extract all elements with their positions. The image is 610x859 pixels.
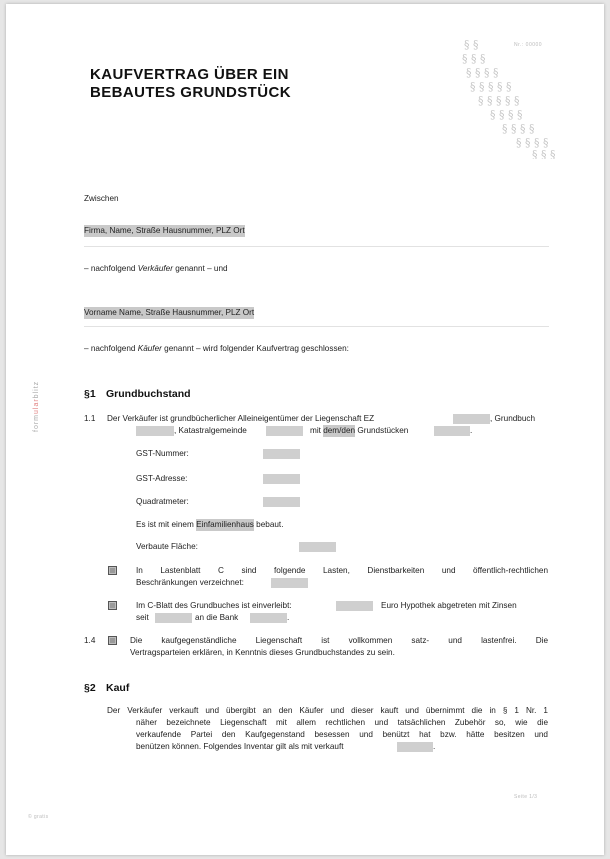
svg-text:§ § § §: § § § §	[490, 108, 523, 121]
page-number: Seite 1/3	[514, 794, 538, 800]
buyer-field[interactable]	[84, 307, 254, 319]
bank-label: an die Bank	[195, 613, 239, 622]
bebaut-line: Es ist mit einem Einfamilienhaus bebaut.	[136, 520, 284, 529]
dem-den-option[interactable]: dem/den	[323, 426, 356, 435]
ez-field[interactable]	[453, 414, 490, 424]
svg-text:§ § § §: § § § §	[466, 66, 499, 79]
paragraph-1-1-number: 1.1	[84, 414, 96, 423]
paragraph-1-4-number: 1.4	[84, 636, 96, 645]
section-symbol-pattern-icon	[456, 34, 586, 159]
buyer-role-line: – nachfolgend Käufer genannt – wird folgender Kaufvertrag geschlossen:	[84, 344, 349, 353]
svg-text:§ §: § §	[464, 38, 479, 51]
gst-nummer-label: GST-Nummer:	[136, 449, 189, 458]
grundbuch-field[interactable]	[136, 426, 174, 436]
seller-divider	[84, 246, 549, 247]
side-brand-label: formularblitz	[33, 380, 40, 432]
paragraph-1-4-line1: Die kaufgegenständliche Liegenschaft ist vollkommen satz- und lastenfrei. Die	[130, 636, 548, 645]
grundstuecke-field[interactable]	[434, 426, 473, 436]
svg-text:§ § § § §: § § § § §	[470, 80, 512, 93]
buyer-placeholder[interactable]: Vorname Name, Straße Hausnummer, PLZ Ort	[84, 308, 255, 317]
section2-line2: näher bezeichnete Liegenschaft mit allem rechtlichen und tatsächlichen Zubehör so, wie die	[136, 718, 548, 727]
period: .	[433, 742, 436, 751]
quadratmeter-label: Quadratmeter:	[136, 497, 189, 506]
verbaute-flaeche-field[interactable]	[299, 542, 336, 552]
lasten-field[interactable]	[271, 578, 308, 588]
lasten-checkbox[interactable]	[108, 566, 117, 575]
buyer-divider	[84, 326, 549, 327]
lastenfrei-checkbox[interactable]	[108, 636, 117, 645]
hypothek-line1-b: Euro Hypothek abgetreten mit Zinsen	[381, 601, 517, 610]
seller-placeholder[interactable]: Firma, Name, Straße Hausnummer, PLZ Ort	[84, 226, 245, 235]
between-label: Zwischen	[84, 194, 119, 203]
gst-adresse-field[interactable]	[263, 474, 300, 484]
document-page	[6, 4, 604, 855]
katastralgemeinde-field[interactable]	[266, 426, 303, 436]
grundbuch-label: , Grundbuch	[490, 414, 536, 423]
section2-line4: benützen können. Folgendes Inventar gilt als mit verkauft	[136, 742, 344, 751]
section2-line3: verkaufende Partei den Kaufgegenstand besessen und benützt hat bzw. hätte besitzen und	[136, 730, 548, 739]
paragraph-1-1-line1: Der Verkäufer ist grundbücherlicher Alleineigentümer der Liegenschaft EZ	[107, 414, 375, 423]
paragraph-1-4-line2: Vertragsparteien erklären, in Kenntnis dieses Grundbuchstandes zu sein.	[130, 648, 395, 657]
svg-text:§ § §: § § §	[462, 52, 486, 65]
document-title: KAUFVERTRAG ÜBER EIN BEBAUTES GRUNDSTÜCK	[90, 66, 291, 101]
reference-number: Nr.: 00000	[514, 42, 543, 48]
svg-text:§ § § §: § § § §	[516, 136, 549, 149]
hypothek-checkbox[interactable]	[108, 601, 117, 610]
section2-heading: §2 Kauf	[84, 682, 130, 694]
footer-brand: © gratis	[28, 814, 49, 820]
lasten-line2: Beschränkungen verzeichnet:	[136, 578, 244, 587]
gst-nummer-field[interactable]	[263, 449, 300, 459]
katastralgemeinde-label: , Katastralgemeinde	[174, 426, 247, 435]
hypothek-betrag-field[interactable]	[336, 601, 373, 611]
section2-line1: Der Verkäufer verkauft und übergibt an den Käufer und dieser kauft und übernimmt die in § 1 Nr. 1	[107, 706, 548, 715]
bank-field[interactable]	[250, 613, 290, 623]
grundstuecke-line: mit dem/den Grundstücken	[310, 426, 409, 435]
hypothek-line1-a: Im C-Blatt des Grundbuches ist einverleibt:	[136, 601, 292, 610]
seller-field[interactable]	[84, 225, 245, 237]
seit-label: seit	[136, 613, 149, 622]
svg-text:§ § §: § § §	[532, 148, 556, 159]
svg-text:§ § § § §: § § § § §	[478, 94, 520, 107]
lasten-line1: In Lastenblatt C sind folgende Lasten, Dienstbarkeiten und öffentlich-rechtlichen	[136, 566, 548, 575]
period: .	[470, 426, 473, 435]
seller-role-line: – nachfolgend Verkäufer genannt – und	[84, 264, 228, 273]
svg-text:§ § § §: § § § §	[502, 122, 535, 135]
verbaute-flaeche-label: Verbaute Fläche:	[136, 542, 198, 551]
period: .	[287, 613, 290, 622]
decorative-section-pattern	[456, 34, 586, 159]
seit-field[interactable]	[155, 613, 192, 623]
inventar-field[interactable]	[397, 742, 436, 752]
quadratmeter-field[interactable]	[263, 497, 300, 507]
gst-adresse-label: GST-Adresse:	[136, 474, 188, 483]
gebaeudetyp-field[interactable]: Einfamilienhaus	[196, 520, 254, 529]
section1-heading: §1 Grundbuchstand	[84, 388, 191, 400]
